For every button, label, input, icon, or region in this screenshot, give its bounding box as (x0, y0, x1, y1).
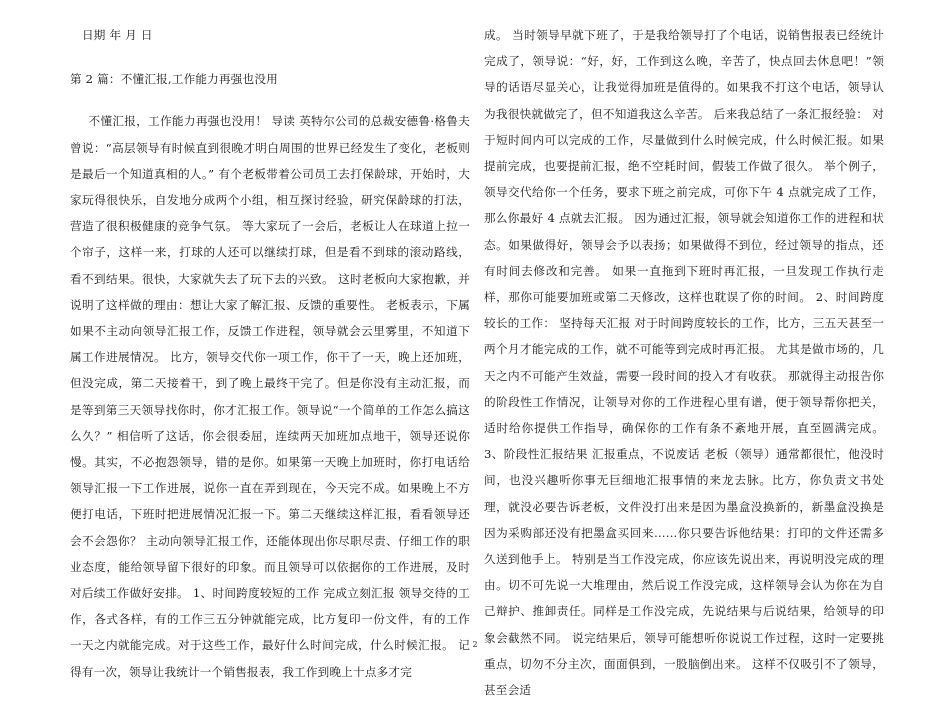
date-line: 日期 年 月 日 (82, 28, 153, 42)
left-column (70, 22, 470, 679)
right-column (484, 22, 884, 698)
left-body-text: 不懂汇报，工作能力再强也没用！ 导读 英特尔公司的总裁安德鲁·格鲁夫曾说：“高层领导有时候直到很晚才明白周围的世界已经发生了变化，老板则是最后一个知道真相的人。” 有个老板带着公司员工去打保龄球，开始时，大家玩得很快乐，自发地分成两个小组，相互探讨经验，研究保龄球的打法，营造了很积极健康的竞争气氛。 等大家玩了一会后，老板让人在球道上拉一个帘子，这样一来，打球的人还可以继续打球，但是看不到球的滚动路线，看不到结果。很快，大家就失去了玩下去的兴致。 这时老板向大家抱歉，并说明了这样做的理由：想让大家了解汇报、反馈的重要性。 老板表示，下属如果不主动向领导汇报工作，反馈工作进程，领导就会云里雾里，不知道下属工作进展情况。 比方，领导交代你一项工作，你干了一天，晚上还加班，但没完成，第二天接着干，到了晚上最终干完了。但是你没有主动汇报，而是等到第三天领导找你时，你才汇报工作。领导说“一个简单的工作怎么搞这么久？” 相信听了这话，你会很委屈，连续两天加班加点地干，领导还说你慢。其实，不必抱怨领导，错的是你。如果第一天晚上加班时，你打电话给领导汇报一下工作进展，说你一直在弄到现在，今天完不成。如果晚上不方便打电话，下班时把进展情况汇报一下。第二天继续这样汇报，看看领导还会不会怨你？ 主动向领导汇报工作，还能体现出你尽职尽责、仔细工作的职业态度，能给领导留下很好的印象。而且领导可以依据你的工作进展，及时对后续工作做好安排。 1、时间跨度较短的工作 完成立刻汇报 领导交待的工作，各式各样，有的工作三五分钟就能完成，比方复印一份文件，有的工作一天之内就能完成。对于这些工作，最好什么时间完成，什么时候汇报。 记得有一次，领导让我统计一个销售报表，我工作到晚上十点多才完 (70, 114, 470, 679)
page-number: 2 (472, 640, 478, 649)
section-title: 第 2 篇：不懂汇报,工作能力再强也没用 (70, 72, 278, 87)
right-body-text: 成。 当时领导早就下班了，于是我给领导打了个电话，说销售报表已经统计完成了，领导说：“好，好，工作到这么晚，辛苦了，快点回去休息吧！”领导的话语尽显关心，让我觉得加班是值得的。如果我不打这个电话，领导认为我很快就做完了，但不知道我这么辛苦。 后来我总结了一条汇报经验： 对于短时间内可以完成的工作，尽量做到什么时候完成，什么时候汇报。如果提前完成，也要提前汇报，绝不空耗时间，假装工作做了很久。 举个例子，领导交代给你一个任务，要求下班之前完成，可你下午 4 点就完成了工作，那么你最好 4 点就去汇报。 因为通过汇报，领导就会知道你工作的进程和状态。如果做得好，领导会予以表扬；如果做得不到位，经过领导的指点，还有时间去修改和完善。 如果一直拖到下班时再汇报，一旦发现工作执行走样，那你可能要加班或第二天修改，这样也耽误了你的时间。 2、时间跨度较长的工作： 坚持每天汇报 对于时间跨度较长的工作，比方，三五天甚至一两个月才能完成的工作，就不可能等到完成时再汇报。 尤其是做市场的，几天之内不可能产生效益，需要一段时间的投入才有收获。 那就得主动报告你的阶段性工作情况，让领导对你的工作进程心里有谱，便于领导帮你把关，适时给你提供工作指导，确保你的工作有条不紊地开展，直至圆满完成。 3、阶段性汇报结果 汇报重点，不说废话 老板（领导）通常都很忙，他没时间，也没兴趣听你事无巨细地汇报事情的来龙去脉。比方，你负责文书处理，就没必要告诉老板，文件没打出来是因为墨盒没换新的，新墨盒没换是因为采购部还没有把墨盒买回来……你只要告诉他结果：打印的文件还需多久送到他手上。 特别是当工作没完成，你应该先说出来，再说明没完成的理由。切不可先说一大堆理由，然后说工作没完成，这样领导会认为你在为自己辩护、推卸责任。同样是工作没完成，先说结果与后说结果，给领导的印象会截然不同。 说完结果后，领导可能想听你说说工作过程，这时一定要挑重点，切勿不分主次，面面俱到，一股脑倒出来。 这样不仅吸引不了领导，甚至会适 (484, 28, 884, 698)
